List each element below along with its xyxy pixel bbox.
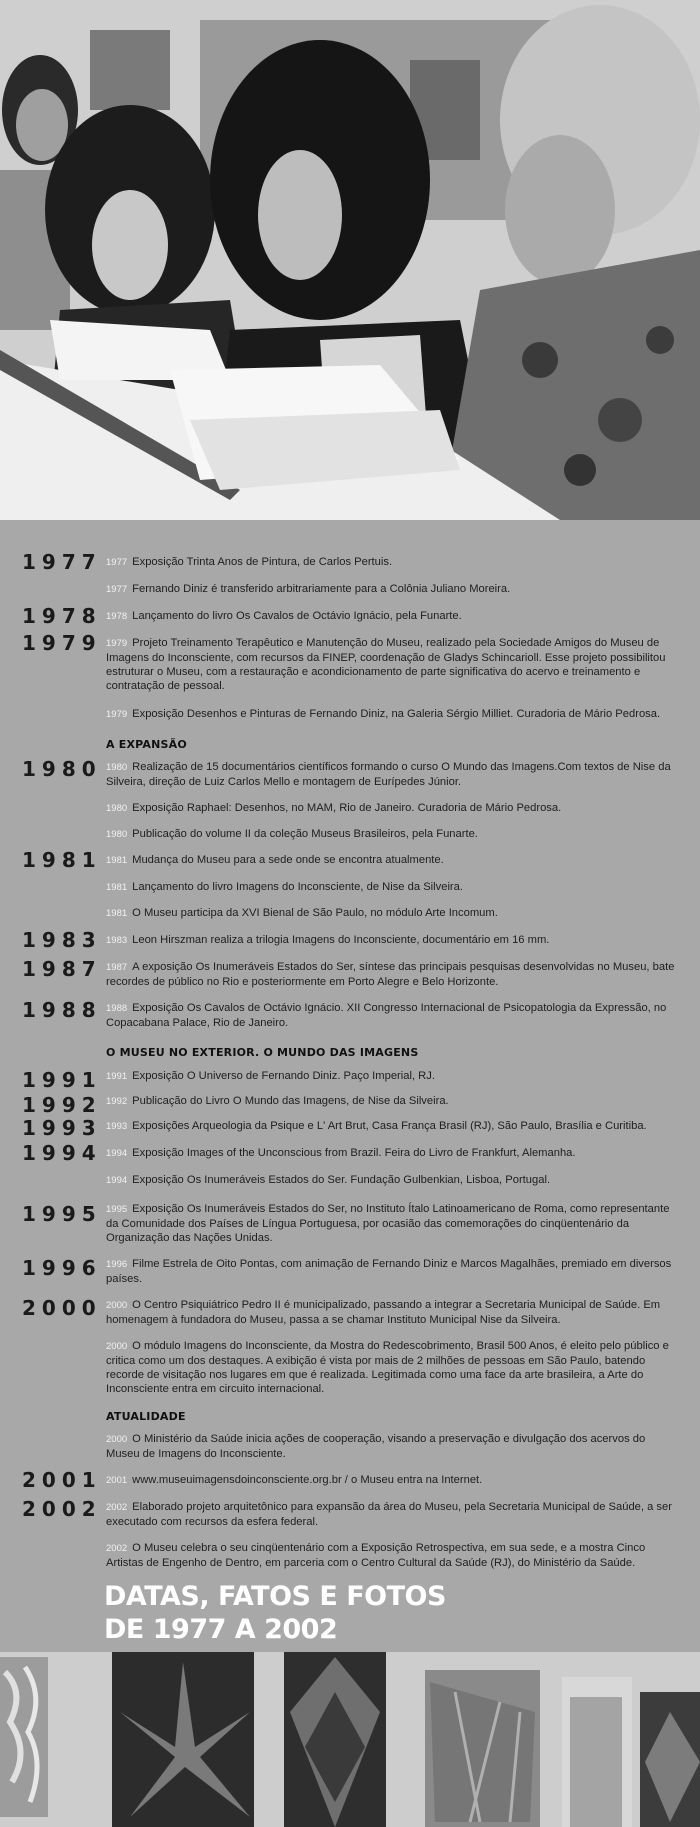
timeline-row xyxy=(0,801,700,827)
entry-year: 2002 xyxy=(106,1502,128,1513)
timeline-row xyxy=(0,1257,700,1298)
timeline-row xyxy=(0,1298,700,1339)
timeline-entry xyxy=(106,1432,676,1461)
timeline-row xyxy=(0,1141,700,1173)
timeline-row xyxy=(0,604,700,636)
timeline-entry xyxy=(106,1257,676,1286)
entry-year: 1993 xyxy=(106,1121,128,1132)
timeline-row xyxy=(0,1094,700,1119)
timeline-row xyxy=(0,1069,700,1094)
section-row xyxy=(0,738,700,760)
timeline-row xyxy=(0,848,700,880)
timeline-row xyxy=(0,707,700,738)
timeline-entry xyxy=(106,1094,676,1109)
timeline-entry xyxy=(106,1202,676,1245)
entry-year: 1979 xyxy=(106,709,128,720)
entry-text: Publicação do volume II da coleção Museus Brasileiros, pela Funarte. xyxy=(132,828,478,840)
big-year-label: 1980 xyxy=(22,757,102,781)
entry-text: Exposição Os Inumeráveis Estados do Ser, no Instituto Ítalo Latinoamericano de Roma, como representante da Comunidade dos Países de Língua Portuguesa, por ocasião das comemorações do cinqüentenário da Organização das Nações Unidas. xyxy=(106,1203,670,1244)
entry-year: 1981 xyxy=(106,908,128,919)
entry-text: Exposição Raphael: Desenhos, no MAM, Rio de Janeiro. Curadoria de Mário Pedrosa. xyxy=(132,802,562,814)
entry-year: 1987 xyxy=(106,962,128,973)
big-year-label: 1977 xyxy=(22,550,102,574)
timeline-row xyxy=(0,757,700,801)
timeline-entry xyxy=(106,636,676,693)
entry-text: Leon Hirszman realiza a trilogia Imagens do Inconsciente, documentário em 16 mm. xyxy=(132,934,550,946)
timeline-entry xyxy=(106,707,676,722)
entry-text: Elaborado projeto arquitetônico para expansão da área do Museu, pela Secretaria Municipal de Saúde, a ser executado com recursos da esfera federal. xyxy=(106,1501,672,1528)
entry-text: O módulo Imagens do Inconsciente, da Mostra do Redescobrimento, Brasil 500 Anos, é eleito pelo público e critica como um dos destaques. A exibição é vista por mais de 2 milhões de pessoas em São Paulo, batendo recorde de visitação nos lugares em que é realizada. Legitimada como uma face da arte brasileira, a Arte do Inconsciente entra em circuito internacional. xyxy=(106,1340,669,1395)
entry-text: Projeto Treinamento Terapêutico e Manutenção do Museu, realizado pela Sociedade Amigos do Museu de Imagens do Inconsciente, com recursos da FINEP, coordenação de Gladys Schincarioll. Esse projeto possibilitou estruturar o Museu, com a restauração e acondicionamento de parte significativa do acervo e treinamento e contratação de pessoal. xyxy=(106,637,666,692)
timeline-entry xyxy=(106,1119,676,1134)
timeline-entry xyxy=(106,1069,676,1084)
section-heading-atualidade: ATUALIDADE xyxy=(106,1410,186,1423)
timeline-entry xyxy=(106,1473,676,1488)
timeline-entry xyxy=(106,1146,676,1161)
timeline-row xyxy=(0,998,700,1046)
timeline-row xyxy=(0,582,700,609)
entry-year: 2001 xyxy=(106,1475,128,1486)
entry-text: Exposição Desenhos e Pinturas de Fernando Diniz, na Galeria Sérgio Milliet. Curadoria de Mário Pedrosa. xyxy=(132,708,661,720)
timeline-entry xyxy=(106,906,676,921)
timeline-entry xyxy=(106,1500,676,1529)
title-line-1: DATAS, FATOS E FOTOS xyxy=(104,1581,446,1612)
entry-text: Exposição Trinta Anos de Pintura, de Carlos Pertuis. xyxy=(132,556,393,568)
timeline-entry xyxy=(106,609,676,624)
entry-text: Exposição O Universo de Fernando Diniz. Paço Imperial, RJ. xyxy=(132,1070,435,1082)
timeline xyxy=(0,550,700,1572)
timeline-entry xyxy=(106,880,676,895)
timeline-entry xyxy=(106,827,676,842)
timeline-row xyxy=(0,1173,700,1202)
entry-text: Fernando Diniz é transferido arbitrariamente para a Colônia Juliano Moreira. xyxy=(132,583,511,595)
timeline-row xyxy=(0,1116,700,1146)
big-year-label: 1979 xyxy=(22,631,102,655)
section-heading-expansao: A EXPANSÃO xyxy=(106,738,187,751)
section-row xyxy=(0,1410,700,1432)
timeline-row xyxy=(0,1541,700,1572)
entry-year: 2000 xyxy=(106,1341,128,1352)
timeline-entry xyxy=(106,760,676,789)
big-year-label: 2001 xyxy=(22,1468,102,1492)
big-year-label: 2002 xyxy=(22,1497,102,1521)
entry-text: Publicação do Livro O Mundo das Imagens, de Nise da Silveira. xyxy=(132,1095,449,1107)
entry-year: 1980 xyxy=(106,762,128,773)
big-year-label: 1983 xyxy=(22,928,102,952)
section-heading-exterior: O MUSEU NO EXTERIOR. O MUNDO DAS IMAGENS xyxy=(106,1046,419,1059)
entry-year: 1980 xyxy=(106,829,128,840)
section-row xyxy=(0,1046,700,1069)
entry-year: 1991 xyxy=(106,1071,128,1082)
timeline-entry xyxy=(106,1173,676,1188)
timeline-row xyxy=(0,906,700,933)
entry-text: O Ministério da Saúde inicia ações de cooperação, visando a preservação e divulgação dos acervos do Museu de Imagens do Inconsciente. xyxy=(106,1433,646,1460)
entry-year: 1980 xyxy=(106,803,128,814)
entry-text: Exposição Os Cavalos de Octávio Ignácio. XII Congresso Internacional de Psicopatologia da Expressão, no Copacabana Palace, Rio de Janeiro. xyxy=(106,1002,667,1029)
big-year-label: 1996 xyxy=(22,1256,102,1280)
timeline-entry xyxy=(106,1541,676,1570)
timeline-row xyxy=(0,827,700,853)
entry-text: Exposição Images of the Unconscious from Brazil. Feira do Livro de Frankfurt, Alemanha. xyxy=(132,1147,576,1159)
entry-year: 1981 xyxy=(106,855,128,866)
entry-year: 1988 xyxy=(106,1003,128,1014)
entry-text: Lançamento do livro Os Cavalos de Octávio Ignácio, pela Funarte. xyxy=(132,610,462,622)
entry-year: 2002 xyxy=(106,1543,128,1554)
entry-text: Mudança do Museu para a sede onde se encontra atualmente. xyxy=(132,854,444,866)
timeline-row xyxy=(0,880,700,906)
big-year-label: 1978 xyxy=(22,604,102,628)
timeline-row xyxy=(0,928,700,960)
timeline-entry xyxy=(106,1001,676,1030)
big-year-label: 1981 xyxy=(22,848,102,872)
timeline-entry xyxy=(106,933,676,948)
entry-year: 2000 xyxy=(106,1300,128,1311)
big-year-label: 2000 xyxy=(22,1296,102,1320)
timeline-row xyxy=(0,1468,700,1500)
big-year-label: 1991 xyxy=(22,1068,102,1092)
entry-year: 1983 xyxy=(106,935,128,946)
entry-text: O Museu participa da XVI Bienal de São Paulo, no módulo Arte Incomum. xyxy=(132,907,498,919)
timeline-row xyxy=(0,550,700,582)
entry-year: 1979 xyxy=(106,638,128,649)
timeline-entry xyxy=(106,582,676,597)
timeline-entry xyxy=(106,1298,676,1327)
bottom-photo-illustration xyxy=(0,1652,700,1827)
entry-year: 1994 xyxy=(106,1148,128,1159)
entry-text: Realização de 15 documentários científicos formando o curso O Mundo das Imagens.Com textos de Nise da Silveira, direção de Luiz Carlos Mello e montagem de Eurípedes Júnior. xyxy=(106,761,671,788)
timeline-row xyxy=(0,1432,700,1473)
entry-text: O Centro Psiquiátrico Pedro II é municipalizado, passando a integrar a Secretaria Municipal de Saúde. Em homenagem à fundadora do Museu, passa a se chamar Instituto Municipal Nise da Silveira. xyxy=(106,1299,661,1326)
entry-year: 2000 xyxy=(106,1434,128,1445)
entry-text: Lançamento do livro Imagens do Inconsciente, de Nise da Silveira. xyxy=(132,881,463,893)
entry-text: Filme Estrela de Oito Pontas, com animação de Fernando Diniz e Marcos Magalhães, premiado em diversos países. xyxy=(106,1258,672,1285)
entry-year: 1981 xyxy=(106,882,128,893)
entry-year: 1977 xyxy=(106,557,128,568)
big-year-label: 1995 xyxy=(22,1202,102,1226)
entry-year: 1977 xyxy=(106,584,128,595)
entry-year: 1994 xyxy=(106,1175,128,1186)
timeline-section xyxy=(0,520,700,1652)
entry-text: Exposição Os Inumeráveis Estados do Ser. Fundação Gulbenkian, Lisboa, Portugal. xyxy=(132,1174,551,1186)
entry-year: 1995 xyxy=(106,1204,128,1215)
big-year-label: 1988 xyxy=(22,998,102,1022)
timeline-row xyxy=(0,1497,700,1541)
entry-text: O Museu celebra o seu cinqüentenário com a Exposição Retrospectiva, em sua sede, e a mostra Cinco Artistas de Engenho de Dentro, em parceria com o Centro Cultural da Saúde (RJ), do Ministério da Saúde. xyxy=(106,1542,646,1569)
timeline-entry xyxy=(106,1339,676,1396)
entry-year: 1996 xyxy=(106,1259,128,1270)
top-photo-illustration xyxy=(0,0,700,520)
top-photo xyxy=(0,0,700,520)
entry-text: Exposições Arqueologia da Psique e L' Art Brut, Casa França Brasil (RJ), São Paulo, Brasília e Curitiba. xyxy=(132,1120,647,1132)
timeline-entry xyxy=(106,555,676,570)
timeline-entry xyxy=(106,960,676,989)
title-line-2: DE 1977 A 2002 xyxy=(104,1614,338,1645)
big-year-label: 1993 xyxy=(22,1116,102,1140)
entry-year: 1992 xyxy=(106,1096,128,1107)
bottom-photo xyxy=(0,1652,700,1827)
entry-year: 1978 xyxy=(106,611,128,622)
entry-text: www.museuimagensdoinconsciente.org.br / o Museu entra na Internet. xyxy=(132,1474,483,1486)
timeline-row xyxy=(0,1339,700,1410)
big-year-label: 1992 xyxy=(22,1093,102,1117)
timeline-row xyxy=(0,631,700,707)
entry-text: A exposição Os Inumeráveis Estados do Ser, síntese das principais pesquisas desenvolvidas no Museu, bate recordes de público no Rio e posteriormente em Porto Alegre e Belo Horizonte. xyxy=(106,961,675,988)
big-year-label: 1987 xyxy=(22,957,102,981)
page-title xyxy=(104,1572,700,1652)
timeline-entry xyxy=(106,853,676,868)
timeline-row xyxy=(0,1202,700,1257)
timeline-row xyxy=(0,957,700,1001)
timeline-entry xyxy=(106,801,676,816)
big-year-label: 1994 xyxy=(22,1141,102,1165)
